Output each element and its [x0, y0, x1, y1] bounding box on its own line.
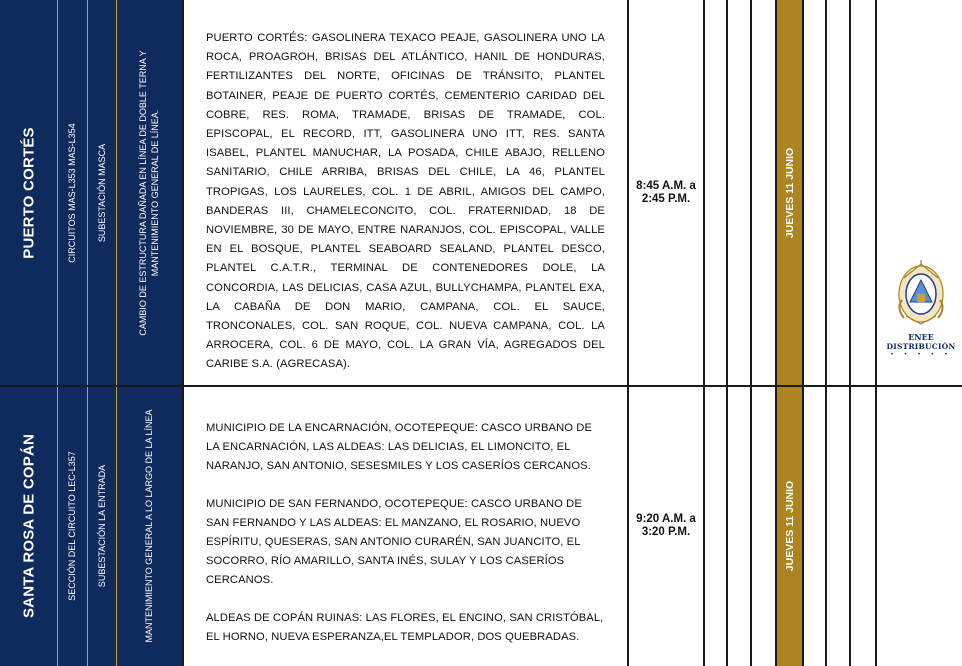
location-paragraph: MUNICIPIO DE SAN FERNANDO, OCOTEPEQUE: CASCO URBANO DE SAN FERNANDO Y LAS ALDEAS: EL MANZANO, EL ROSARIO, NUEVO ESPÍRITU, QUESERAS, SAN ANTONIO CURARÉN, SAN JUANCITO, EL SOCORRO, RÍO AMARILLO, SANTA INÉS, SULAY Y LOS CASERÍOS CERCANOS. — [206, 497, 582, 587]
column-divider — [775, 0, 777, 666]
time-range — [628, 180, 704, 206]
day-label: JUEVES 11 JUNIO — [783, 480, 796, 572]
day-cell — [777, 386, 802, 666]
column-divider — [875, 0, 877, 666]
coat-of-arms-icon — [884, 258, 958, 332]
column-divider — [703, 0, 705, 666]
locations-text: PUERTO CORTÉS: GASOLINERA TEXACO PEAJE, GASOLINERA UNO LA ROCA, PROAGROH, BRISAS DEL ATLÁNTICO, HANIL DE HONDURAS, FERTILIZANTES DEL NORTE, OFICINAS DE TRÁNSITO, PLANTEL BOTAINER, PEAJE DE PUERTO CORTÉS, CEMENTERIO CARIDAD DEL COBRE, RES. ROMA, TRAMADE, BRISAS DE TRAMADE, COL. EPISCOPAL, EL RECORD, ITT, GASOLINERA UNO ITT, RES. SANTA ISABEL, PLANTEL MANUCHAR, LA POSADA, CHILE ABAJO, RELLENO SANITARIO, CHILE ARRIBA, BRISAS DEL CHILE, LA 46, PLANTEL TROPIGAS, LOS LAURELES, COL. 1 DE ABRIL, AMIGOS DEL CAMPO, BANDERAS III, CHAMELECONCITO, COL. FRATERNIDAD, 18 DE NOVIEMBRE, 30 DE MAYO, ENTRE NARANJOS, COL. EPISCOPAL, VALLE EN EL BOSQUE, PLANTEL SEABOARD SEALAND, PLANTEL DESCO, PLANTEL C.A.T.R., TERMINAL DE CONTENEDORES DOLE, LA CONCORDIA, LAS DELICIAS, CASA AZUL, BULLYCHAMPA, PLANTEL EXA, LA CABAÑA DE DON MARIO, CAMPANA, COL. EL SAUCE, TRONCONALES, COL. SAN ROQUE, COL. NUEVA CAMPANA, COL. LA ARROCERA, COL. 6 DE MAYO, COL. LA GRAN VÍA, AGREGADOS DEL CARIBE S.A. (AGRECASA). — [206, 32, 605, 371]
column-divider — [726, 0, 728, 666]
area-cell — [0, 386, 57, 666]
logo-title: ENEE — [908, 332, 934, 342]
substation-label: SUBESTACIÓN MASCA — [96, 143, 107, 243]
substation-label: SUBESTACIÓN LA ENTRADA — [96, 464, 107, 588]
circuit-cell — [57, 386, 87, 666]
column-divider — [825, 0, 827, 666]
column-divider — [116, 386, 117, 666]
substation-cell — [87, 386, 116, 666]
location-paragraph: ALDEAS DE COPÁN RUINAS: LAS FLORES, EL ENCINO, SAN CRISTÓBAL, EL HORNO, NUEVA ESPERANZA,EL TEMPLADOR, DOS QUEBRADAS. — [206, 611, 604, 643]
time-start: 9:20 A.M. a — [636, 513, 696, 525]
location-paragraph: MUNICIPIO DE LA ENCARNACIÓN, OCOTEPEQUE: CASCO URBANO DE LA ENCARNACIÓN, LAS ALDEAS: LAS DELICIAS, EL LIMONCITO, EL NARANJO, SAN ANTONIO, SESESMILES Y LOS CASERÍOS CERCANOS. — [206, 422, 593, 473]
column-divider — [849, 0, 851, 666]
circuit-cell — [57, 0, 87, 386]
outage-row — [0, 386, 962, 666]
column-divider — [87, 386, 88, 666]
enee-logo — [884, 258, 958, 358]
column-divider — [57, 386, 58, 666]
work-description: MANTENIMIENTO GENERAL A LO LARGO DE LA LÍNEA — [144, 409, 154, 643]
locations-cell — [183, 386, 627, 666]
area-name: PUERTO CORTÉS — [20, 127, 37, 259]
work-cell — [116, 0, 182, 386]
time-range — [628, 513, 704, 539]
time-cell — [628, 386, 704, 666]
area-cell — [0, 0, 57, 386]
logo-subtitle: DISTRIBUCIÓN — [886, 342, 956, 351]
substation-cell — [87, 0, 116, 386]
column-divider — [802, 0, 804, 666]
column-divider — [182, 0, 184, 666]
circuit-label: SECCIÓN DEL CIRCUITO LEC-L357 — [67, 451, 77, 601]
row-divider — [0, 385, 962, 387]
locations-cell — [183, 0, 627, 386]
column-divider — [116, 0, 117, 386]
time-cell — [628, 0, 704, 386]
column-divider — [57, 0, 58, 386]
time-end: 2:45 P.M. — [641, 193, 691, 205]
circuit-label: CIRCUITOS MAS-L353 MAS-L354 — [67, 123, 77, 263]
time-start: 8:45 A.M. a — [636, 180, 696, 192]
column-divider — [627, 0, 629, 666]
time-end: 3:20 P.M. — [641, 526, 691, 538]
work-description: CAMBIO DE ESTRUCTURA DAÑADA EN LÍNEA DE DOBLE TERNA Y MANTENIMIENTO GENERAL DE LÍNEA. — [138, 50, 160, 336]
area-name: SANTA ROSA DE COPÁN — [20, 433, 37, 619]
work-cell — [116, 386, 182, 666]
column-divider — [87, 0, 88, 386]
locations-text — [206, 419, 605, 665]
day-label: JUEVES 11 JUNIO — [783, 147, 796, 239]
logo-dots: • • • • • — [890, 351, 952, 358]
day-cell — [777, 0, 802, 386]
column-divider — [750, 0, 752, 666]
